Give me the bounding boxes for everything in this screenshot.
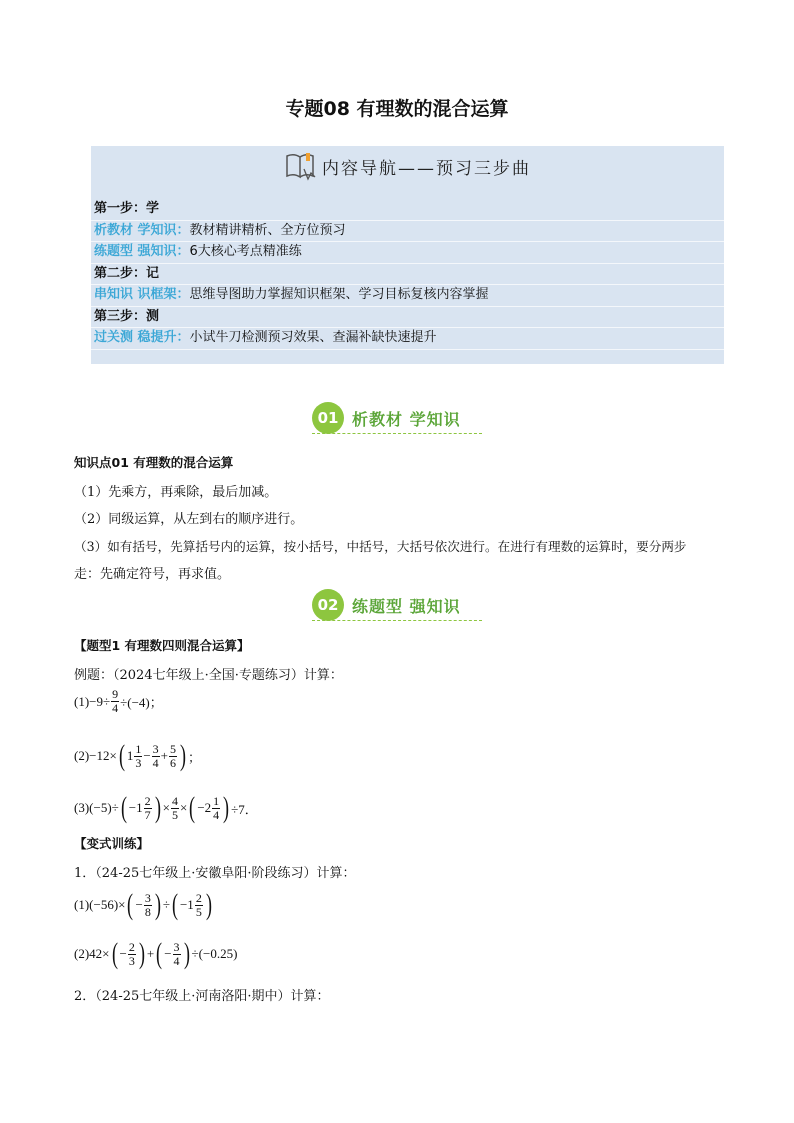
- nav-item-label: 串知识 识框架：: [94, 287, 190, 302]
- denominator: 4: [173, 953, 180, 968]
- nav-rows: [91, 199, 724, 350]
- nav-item-text: 小试牛刀检测预习效果、查漏补缺快速提升: [189, 330, 437, 345]
- example-intro: 例题：（2024七年级上·全国·专题练习）计算：: [74, 668, 343, 683]
- math-text: (2)−12×: [74, 748, 117, 763]
- question-1-intro: 1．（24-25七年级上·安徽阜阳·阶段练习）计算：: [74, 866, 356, 881]
- operator: +: [160, 748, 169, 763]
- left-paren: (: [189, 791, 196, 824]
- right-paren: ): [154, 791, 161, 824]
- book-icon: [284, 151, 318, 181]
- question-2-intro: 2．（24-25七年级上·河南洛阳·期中）计算：: [74, 989, 330, 1004]
- section-header-02: [312, 588, 461, 622]
- content-navigation-box: [91, 146, 724, 364]
- left-paren: (: [171, 888, 178, 921]
- left-paren: (: [118, 739, 125, 772]
- numerator: 3: [173, 939, 180, 954]
- nav-item-label: 析教材 学知识：: [94, 222, 190, 238]
- section-title: 练题型 强知识: [352, 596, 461, 616]
- numerator: 2: [195, 890, 202, 905]
- fraction: [144, 795, 152, 822]
- section-underline: [312, 433, 482, 434]
- minus-sign: −: [119, 946, 127, 961]
- fraction: [111, 688, 119, 715]
- math-text: ；: [188, 749, 202, 765]
- denominator: 3: [135, 755, 142, 770]
- nav-item-label: 练题型 强知识：: [94, 244, 190, 259]
- right-paren: ): [223, 791, 230, 824]
- example-expression-2: [74, 741, 201, 771]
- minus-sign: −: [135, 897, 143, 912]
- knowledge-heading: 知识点01 有理数的混合运算: [74, 455, 234, 470]
- numerator: 5: [170, 741, 177, 756]
- left-paren: (: [120, 791, 127, 824]
- nav-step-text: 第二步：记: [94, 265, 160, 281]
- fraction: [134, 743, 142, 770]
- nav-item-text: 教材精讲精析、全方位预习: [189, 222, 346, 238]
- math-text: (1)−9÷: [74, 693, 111, 709]
- nav-item-label: 过关测 稳提升：: [94, 330, 190, 345]
- right-paren: ): [205, 888, 212, 921]
- math-text: (2)42×: [74, 946, 110, 961]
- left-paren: (: [127, 888, 134, 921]
- section-number-badge: 02: [312, 589, 344, 621]
- denominator: 4: [112, 701, 119, 715]
- numerator: 1: [135, 741, 142, 756]
- denominator: 7: [144, 807, 151, 822]
- nav-item-text: 思维导图助力掌握知识框架、学习目标复核内容掌握: [189, 287, 489, 302]
- mixed-number: [129, 795, 153, 822]
- right-paren: ): [180, 739, 187, 772]
- operator: −: [143, 748, 151, 763]
- fraction: [171, 795, 179, 822]
- knowledge-paragraph: （2）同级运算，从左到右的顺序进行。: [74, 512, 304, 527]
- nav-heading: [91, 146, 724, 186]
- fraction: [173, 941, 181, 968]
- nav-item: [91, 328, 724, 350]
- knowledge-paragraph: （1）先乘方，再乘除，最后加减。: [74, 485, 278, 500]
- denominator: 4: [213, 807, 220, 822]
- numerator: 9: [112, 687, 119, 701]
- minus-sign: −: [164, 946, 172, 961]
- question-type-heading: 【题型1 有理数四则混合运算】: [74, 638, 250, 653]
- left-paren: (: [111, 937, 118, 970]
- numerator: 3: [152, 741, 159, 756]
- numerator: 1: [213, 793, 220, 808]
- math-text: ÷(−4)；: [120, 695, 163, 710]
- denominator: 4: [152, 755, 159, 770]
- math-text: ÷(−0.25): [191, 946, 238, 961]
- nav-step-text: 第三步：测: [94, 308, 160, 324]
- section-number-badge: 01: [312, 402, 344, 434]
- whole: −1: [128, 800, 143, 815]
- variant-expression-1: [74, 890, 214, 920]
- whole: 1: [126, 748, 134, 763]
- denominator: 6: [170, 755, 177, 770]
- section-title: 析教材 学知识: [352, 409, 461, 429]
- mixed-number: [197, 795, 221, 822]
- math-text: (1)(−56)×: [74, 897, 126, 912]
- fraction: [212, 795, 220, 822]
- example-expression-3: [74, 793, 258, 823]
- example-expression-1: [74, 688, 163, 715]
- fraction: [128, 941, 136, 968]
- section-underline: [312, 620, 482, 621]
- nav-item: [91, 221, 724, 243]
- left-paren: (: [156, 937, 163, 970]
- nav-item: [91, 285, 724, 307]
- nav-step-1: [91, 199, 724, 221]
- right-paren: ): [183, 937, 190, 970]
- math-text: (3)(−5)÷: [74, 800, 119, 815]
- whole: −2: [197, 800, 212, 815]
- nav-item-text: 6大核心考点精准练: [189, 244, 302, 259]
- numerator: 2: [144, 793, 151, 808]
- right-paren: ): [138, 937, 145, 970]
- fraction: [152, 743, 160, 770]
- denominator: 3: [128, 953, 135, 968]
- fraction: [169, 743, 177, 770]
- nav-step-2: [91, 264, 724, 286]
- numerator: 4: [171, 793, 178, 808]
- nav-step-text: 第一步：学: [94, 201, 160, 216]
- denominator: 5: [171, 807, 178, 822]
- operator: ÷: [162, 897, 170, 912]
- denominator: 5: [195, 904, 202, 919]
- mixed-number: [127, 743, 144, 770]
- nav-item: [91, 242, 724, 264]
- right-paren: ): [154, 888, 161, 921]
- denominator: 8: [144, 904, 151, 919]
- math-text: ÷7．: [231, 801, 258, 817]
- knowledge-paragraph: 走：先确定符号，再求值。: [74, 567, 231, 582]
- knowledge-paragraph: （3）如有括号，先算括号内的运算，按小括号，中括号，大括号依次进行。在进行有理数的运算时，要分两步: [74, 539, 687, 554]
- fraction: [195, 892, 203, 919]
- section-header-01: [312, 401, 461, 435]
- mixed-number: [180, 892, 204, 919]
- operator: ×: [179, 800, 188, 815]
- variant-training-heading: 【变式训练】: [74, 836, 150, 851]
- page-title: 专题08 有理数的混合运算: [285, 98, 509, 120]
- operator: ×: [162, 800, 170, 815]
- variant-expression-2: [74, 939, 237, 969]
- operator: +: [146, 946, 155, 961]
- nav-step-3: [91, 307, 724, 329]
- nav-heading-text: 内容导航——预习三步曲: [322, 158, 531, 179]
- numerator: 2: [128, 939, 135, 954]
- whole: −1: [179, 897, 194, 912]
- numerator: 3: [144, 890, 151, 905]
- fraction: [144, 892, 152, 919]
